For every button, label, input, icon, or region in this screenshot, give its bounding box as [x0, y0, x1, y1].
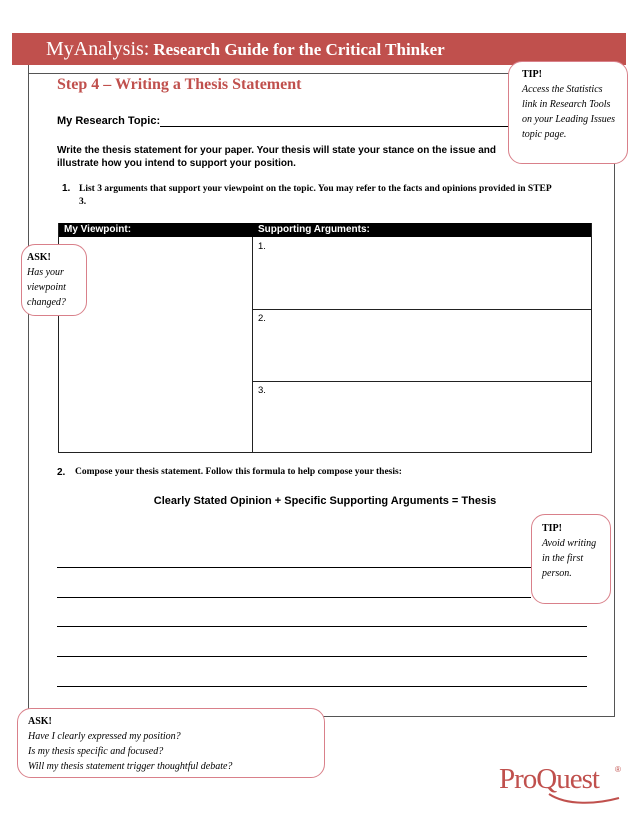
table-row-divider	[252, 309, 592, 310]
ask-callout-thesis	[17, 708, 325, 778]
argument-3-number: 3.	[258, 385, 266, 396]
arguments-table	[58, 223, 592, 453]
tip-heading: TIP!	[522, 69, 542, 80]
ask-text: Has your viewpoint changed?	[27, 267, 66, 308]
header-title	[46, 36, 445, 64]
thesis-formula: Clearly Stated Opinion + Specific Supporting Arguments = Thesis	[153, 495, 497, 507]
ask-callout-viewpoint	[21, 244, 87, 316]
col-viewpoint-header: My Viewpoint:	[64, 224, 132, 235]
header-subtitle: Research Guide for the Critical Thinker	[153, 40, 445, 59]
ask-question-3: Will my thesis statement trigger thoughtful debate?	[28, 761, 233, 772]
thesis-writing-line[interactable]	[57, 567, 531, 568]
proquest-logo	[497, 758, 625, 808]
item2-number: 2.	[57, 467, 66, 478]
frame-top-border	[28, 73, 518, 74]
instructions: Write the thesis statement for your paper. Your thesis will state your stance on the issue and illustrate how you intend to support your position.	[57, 145, 497, 169]
ask-heading: ASK!	[27, 252, 51, 263]
item1-text: List 3 arguments that support your viewpoint on the topic. You may refer to the facts and opinions provided in STEP 3.	[79, 184, 552, 207]
ask-heading: ASK!	[28, 716, 52, 727]
thesis-writing-line[interactable]	[57, 626, 587, 627]
col-arguments-header: Supporting Arguments:	[258, 224, 370, 235]
thesis-writing-line[interactable]	[57, 597, 531, 598]
topic-input-line[interactable]	[160, 126, 515, 127]
ask-question-1: Have I clearly expressed my position?	[28, 731, 181, 742]
thesis-writing-line[interactable]	[57, 686, 587, 687]
argument-1-number: 1.	[258, 241, 266, 252]
step-title: Step 4 – Writing a Thesis Statement	[57, 76, 302, 93]
tip-heading: TIP!	[542, 523, 562, 534]
tip-text: Access the Statistics link in Research Tools on your Leading Issues topic page.	[522, 84, 616, 140]
ask-question-2: Is my thesis specific and focused?	[28, 746, 164, 757]
topic-label: My Research Topic:	[57, 115, 161, 127]
tip-text: Avoid writing in the first person.	[542, 538, 597, 579]
tip-callout-statistics	[508, 61, 628, 164]
item1-number: 1.	[62, 183, 71, 194]
svg-text:ProQuest: ProQuest	[499, 763, 599, 795]
thesis-writing-line[interactable]	[57, 656, 587, 657]
table-column-divider	[252, 237, 253, 453]
header-brand: MyAnalysis:	[46, 38, 150, 60]
svg-text:®: ®	[615, 765, 621, 774]
argument-2-number: 2.	[258, 313, 266, 324]
tip-callout-first-person	[531, 514, 611, 604]
item2-text: Compose your thesis statement. Follow this formula to help compose your thesis:	[75, 467, 402, 477]
table-row-divider	[252, 381, 592, 382]
